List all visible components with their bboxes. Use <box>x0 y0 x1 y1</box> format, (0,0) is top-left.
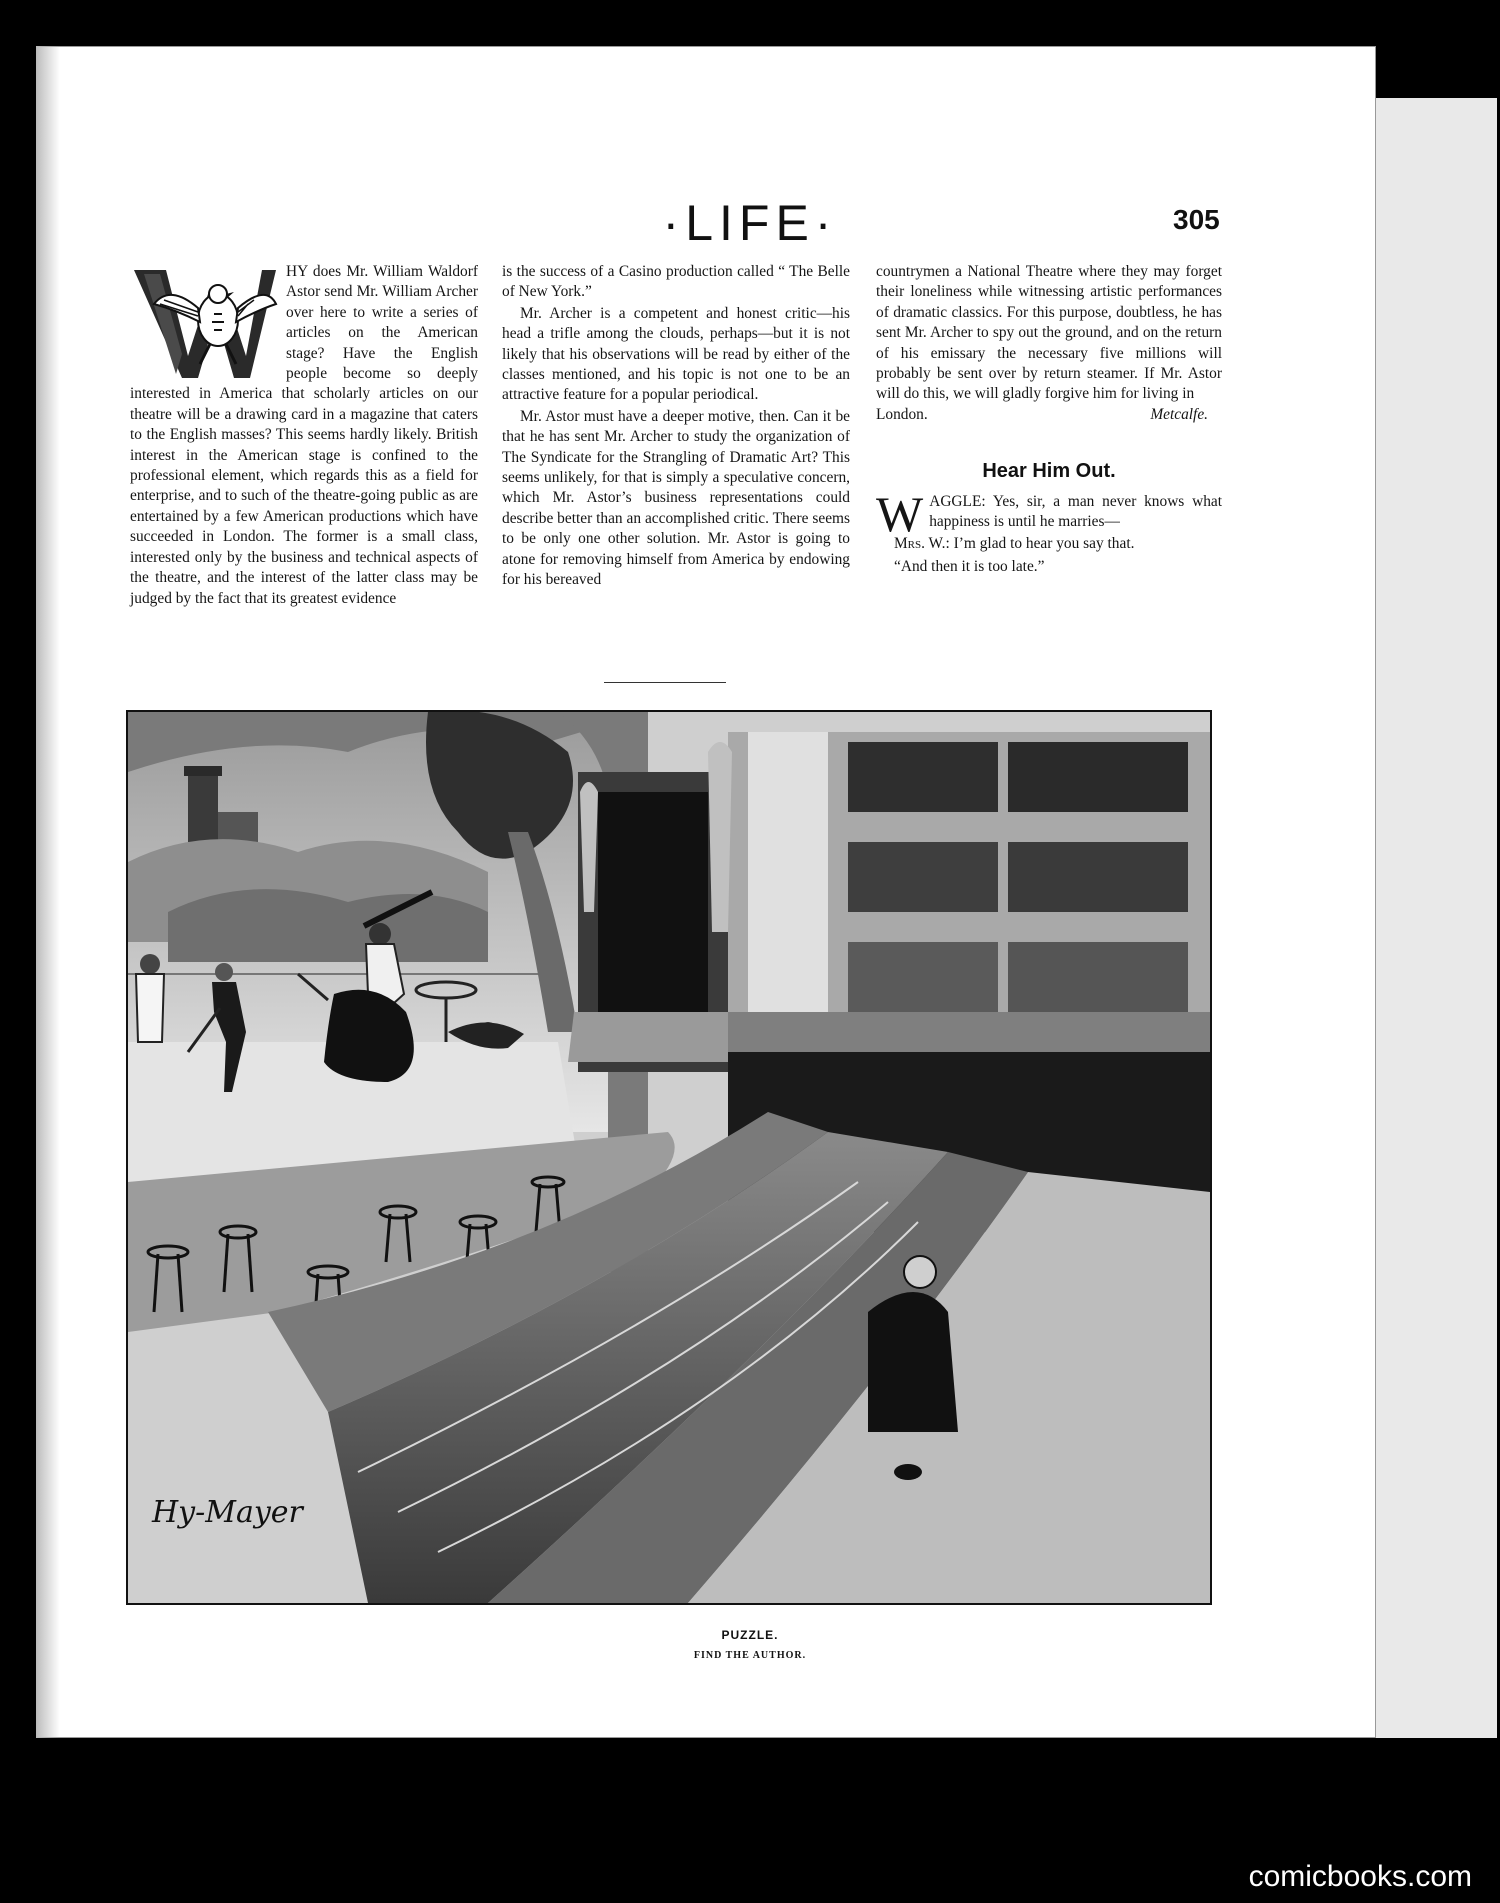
mrs-w-speech: : I’m glad to hear you say that. <box>945 535 1135 553</box>
site-watermark: comicbooks.com <box>1248 1860 1472 1893</box>
article-column-1 <box>130 262 478 609</box>
article-separator-rule <box>604 682 726 683</box>
author-signature: Metcalfe. <box>1150 405 1208 423</box>
column-2-paragraph-3: Mr. Astor must have a deeper motive, then. Can it be that he has sent Mr. Archer to study the organization of The Syndicate for the Strangling of Dramatic Art? This seems unlikely, for that is simply a speculative concern, which Mr. Astor’s business representations could describe better than an accomplished critic. There seems to be only one other solution. Mr. Astor is going to atone for removing himself from America by endowing for his bereaved <box>502 407 850 589</box>
hear-him-out-title: Hear Him Out. <box>982 460 1116 483</box>
hear-him-out-line-2 <box>876 534 1222 554</box>
theatre-drawing <box>128 712 1210 1603</box>
eagle-initial-w-ornament <box>130 264 278 382</box>
caption-title: PUZZLE. <box>721 1628 779 1642</box>
masthead: ·LIFE· <box>662 195 838 251</box>
underlying-page <box>1370 98 1497 1738</box>
closing-word: London. <box>876 405 928 423</box>
hear-him-out-line-3: “And then it is too late.” <box>894 557 1045 575</box>
waggle-speech: AGGLE: Yes, sir, a man never knows what happiness is until he marries— <box>929 492 1222 531</box>
column-2-paragraph-1: is the success of a Casino production called “ The Belle of New York.” <box>502 263 850 301</box>
article-column-2 <box>502 262 850 591</box>
caption-subtitle: FIND THE AUTHOR. <box>693 1650 807 1661</box>
signature-line <box>876 405 1222 425</box>
column-2-paragraph-2: Mr. Archer is a competent and honest critic—his head a trifle among the clouds, perhaps—but it is not likely that his observations will be read by either of the classes mentioned, and his topic is not one to be an attractive feature for a popular periodical. <box>502 304 850 404</box>
artist-signature: Hy-Mayer <box>152 1495 303 1530</box>
theatre-illustration <box>126 710 1212 1605</box>
page-number: 305 <box>1173 204 1220 235</box>
column-3-text: countrymen a National Theatre where they may forget their loneliness while witnessing artistic performances of dramatic classics. For this purpose, doubtless, he has sent Mr. Archer to spy out the ground, and on the return of his emissary the necessary five millions will probably be sent over by return steamer. If Mr. Astor will do this, we will gladly forgive him for living in <box>876 263 1222 403</box>
page-binding-shadow <box>36 46 60 1738</box>
article-column-3 <box>876 262 1222 577</box>
hear-him-out-line-1 <box>876 485 1222 542</box>
column-1-text: HY does Mr. William Waldorf Astor send Mr. William Archer over here to write a series of articles on the American stage? Have the English people become so deeply interested in America that scholarly articles on our theatre will be a drawing card in a magazine that caters to the English masses? This seems hardly likely. British interest in the American stage is confined to the professional element, which regards this as a field for enterprise, and to such of the theatre-going public as are entertained by a few American productions which have succeeded in London. The former is a small class, interested only by the business and technical aspects of the theatre, and the interest of the latter class may be judged by the fact that its greatest evidence <box>130 263 478 607</box>
hear-him-out-drop-letter: W <box>876 485 924 542</box>
mrs-w-speaker: Mrs. W. <box>894 535 946 553</box>
